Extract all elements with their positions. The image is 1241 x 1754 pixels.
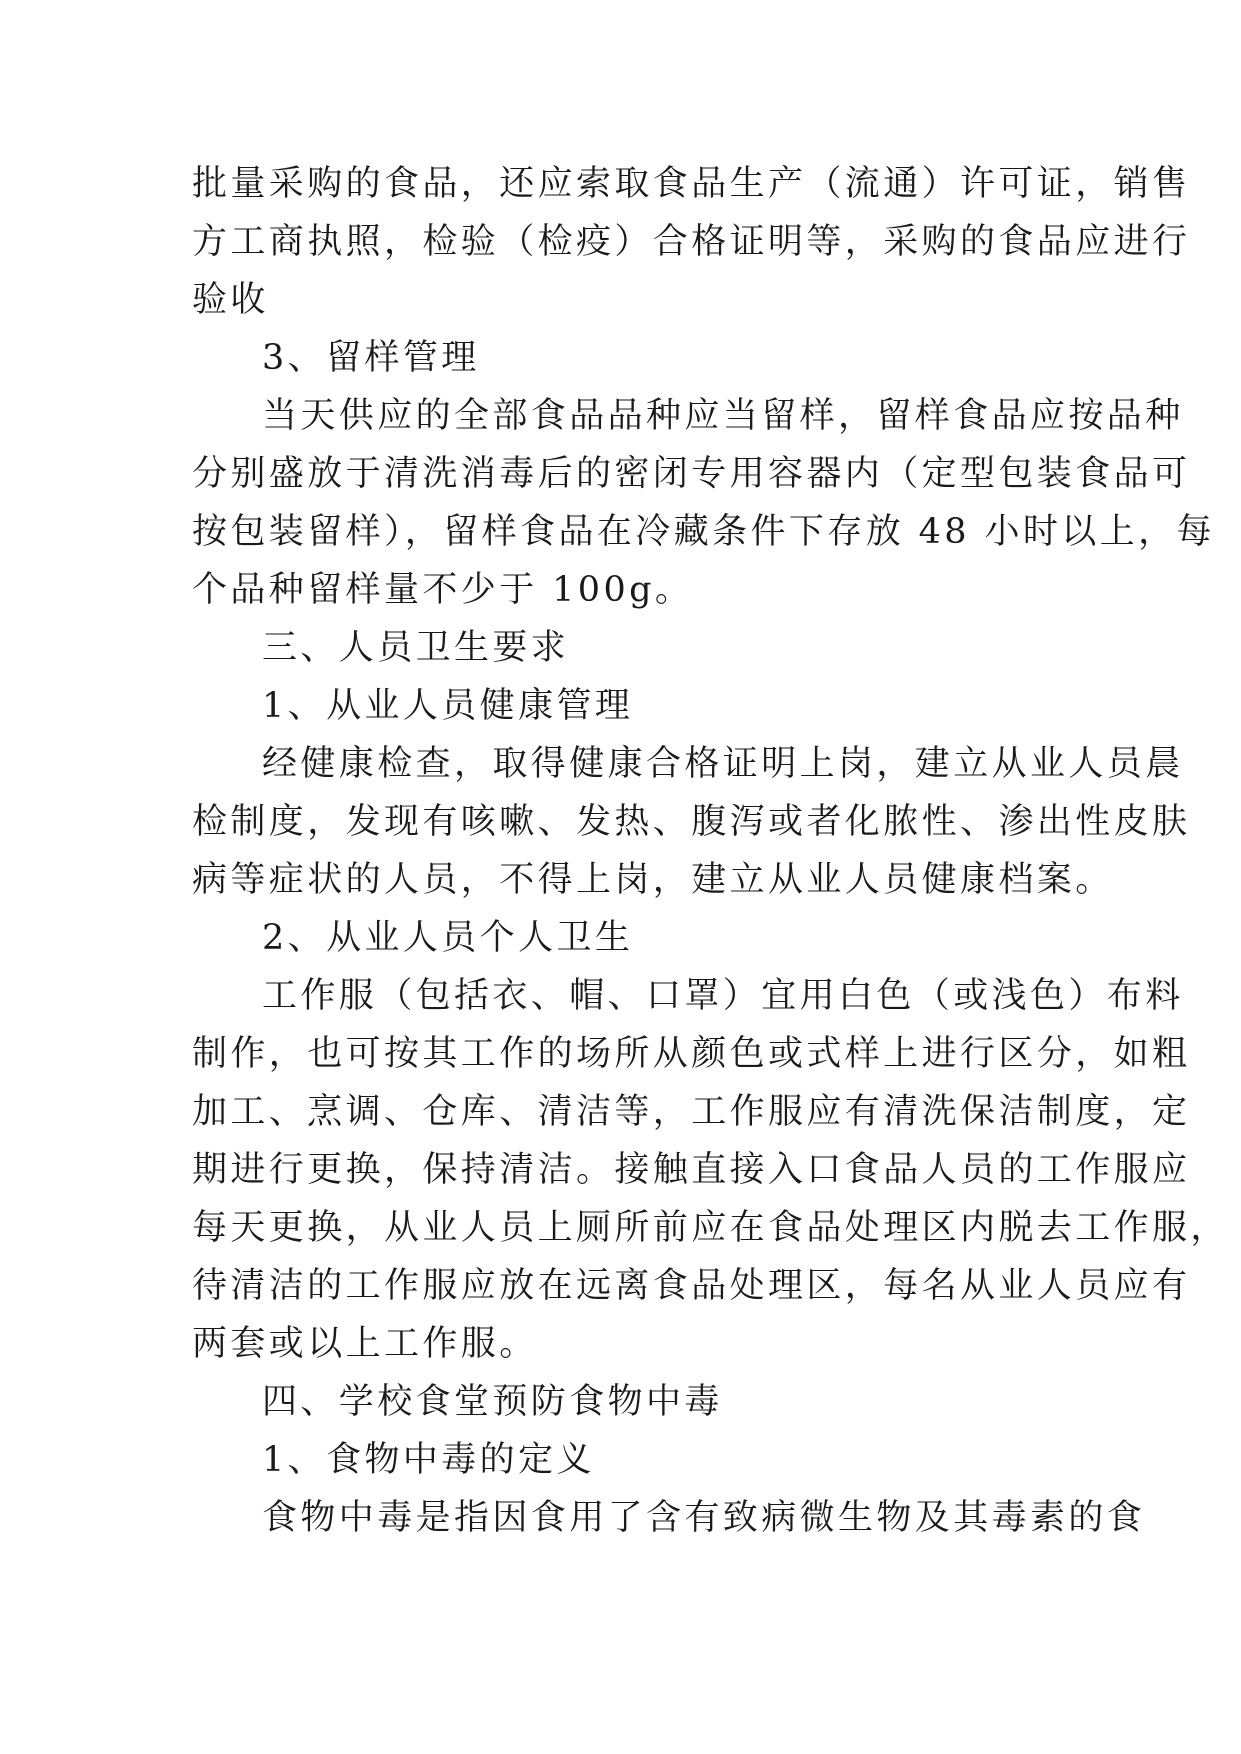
document-line: 期进行更换，保持清洁。接触直接入口食品人员的工作服应 [192,1150,1191,1190]
document-line: 待清洁的工作服应放在远离食品处理区，每名从业人员应有 [192,1266,1191,1306]
document-line: 批量采购的食品，还应索取食品生产（流通）许可证，销售 [192,164,1191,204]
document-line: 个品种留样量不少于 100g。 [192,570,694,610]
document-line: 病等症状的人员，不得上岗，建立从业人员健康档案。 [192,860,1114,900]
document-line: 每天更换，从业人员上厕所前应在食品处理区内脱去工作服， [192,1208,1229,1248]
document-line: 方工商执照，检验（检疫）合格证明等，采购的食品应进行 [192,222,1191,262]
document-line: 验收 [192,280,269,320]
document-body [192,155,1229,1547]
document-line: 工作服（包括衣、帽、口罩）宜用白色（或浅色）布料 [262,976,1184,1016]
document-line: 食物中毒是指因食用了含有致病微生物及其毒素的食 [262,1498,1146,1538]
document-line: 检制度，发现有咳嗽、发热、腹泻或者化脓性、渗出性皮肤 [192,802,1191,842]
document-line: 制作，也可按其工作的场所从颜色或式样上进行区分，如粗 [192,1034,1191,1074]
document-line: 四、学校食堂预防食物中毒 [262,1382,723,1422]
document-line: 按包装留样），留样食品在冷藏条件下存放 48 小时以上，每 [192,512,1215,552]
document-line: 三、人员卫生要求 [262,628,570,668]
document-line: 分别盛放于清洗消毒后的密闭专用容器内（定型包装食品可 [192,454,1191,494]
document-line: 1、食物中毒的定义 [262,1440,595,1480]
document-line: 两套或以上工作服。 [192,1324,538,1364]
document-line: 3、留样管理 [262,338,480,378]
document-line: 经健康检查，取得健康合格证明上岗，建立从业人员晨 [262,744,1184,784]
document-line: 1、从业人员健康管理 [262,686,634,726]
document-line: 加工、烹调、仓库、清洁等，工作服应有清洗保洁制度，定 [192,1092,1191,1132]
document-line: 当天供应的全部食品品种应当留样，留样食品应按品种 [262,396,1184,436]
document-line: 2、从业人员个人卫生 [262,918,634,958]
